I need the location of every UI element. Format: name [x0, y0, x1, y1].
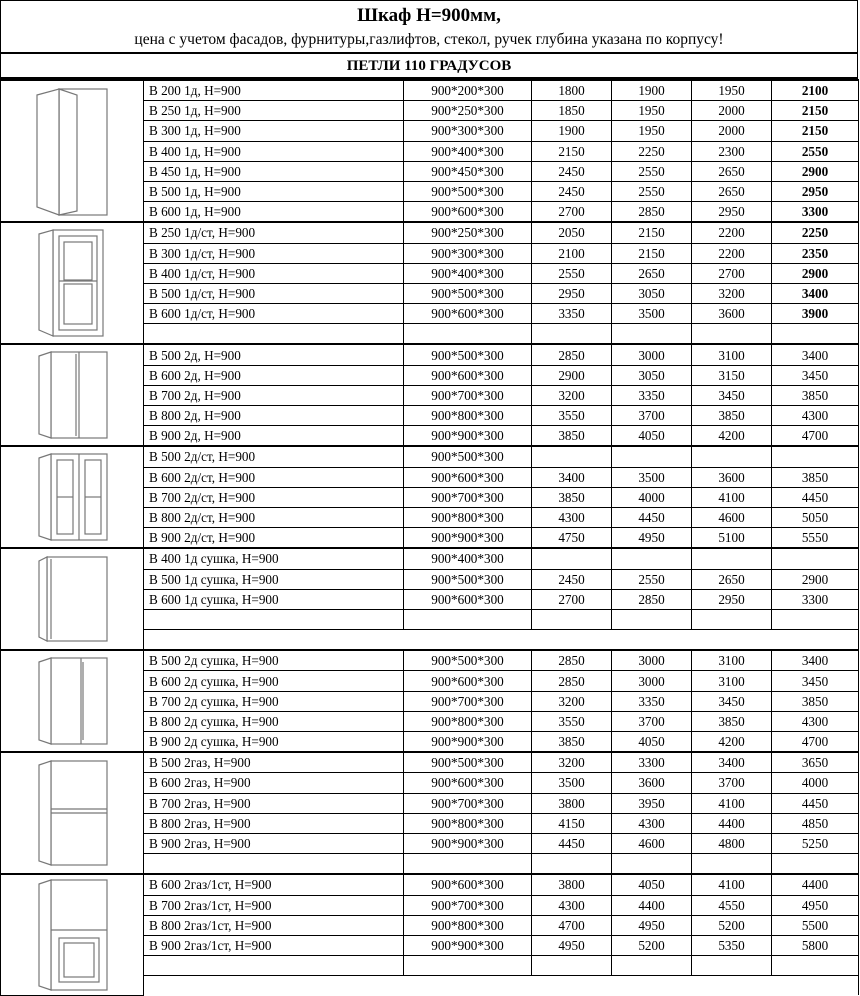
price-cell: 4050 — [612, 732, 692, 753]
price-cell: 2450 — [532, 161, 612, 181]
item-name-cell: В 450 1д, Н=900 — [144, 161, 404, 181]
price-cell: 3550 — [532, 711, 612, 731]
price-cell: 1850 — [532, 101, 612, 121]
cabinet-two-gaslift-glass-icon — [1, 874, 144, 995]
empty-cell — [404, 324, 532, 345]
cabinet-two-gaslift-icon — [1, 752, 144, 874]
price-cell — [692, 446, 772, 467]
size-cell: 900*250*300 — [404, 222, 532, 243]
price-cell: 4450 — [772, 793, 859, 813]
item-name-cell: В 700 2газ, Н=900 — [144, 793, 404, 813]
price-cell: 2900 — [532, 365, 612, 385]
price-cell: 1800 — [532, 80, 612, 101]
size-cell: 900*600*300 — [404, 365, 532, 385]
price-cell: 4200 — [692, 426, 772, 447]
item-name-cell: В 400 1д/ст, Н=900 — [144, 263, 404, 283]
empty-cell — [692, 324, 772, 345]
item-name-cell: В 600 2газ/1ст, Н=900 — [144, 874, 404, 895]
price-cell: 4750 — [532, 528, 612, 549]
page-title: Шкаф Н=900мм, — [357, 5, 501, 26]
size-cell: 900*800*300 — [404, 507, 532, 527]
price-cell: 2150 — [532, 141, 612, 161]
price-cell: 4300 — [532, 895, 612, 915]
size-cell: 900*450*300 — [404, 161, 532, 181]
size-cell: 900*250*300 — [404, 101, 532, 121]
price-cell: 2150 — [772, 121, 859, 141]
size-cell: 900*600*300 — [404, 589, 532, 609]
size-cell: 900*800*300 — [404, 406, 532, 426]
price-cell: 3300 — [772, 589, 859, 609]
price-cell: 4450 — [612, 507, 692, 527]
price-cell: 3850 — [772, 691, 859, 711]
empty-cell — [404, 956, 532, 976]
price-cell: 3400 — [772, 650, 859, 671]
price-cell: 4400 — [612, 895, 692, 915]
price-cell: 3300 — [772, 202, 859, 223]
empty-cell — [144, 854, 404, 875]
price-cell: 3450 — [692, 385, 772, 405]
price-cell: 4400 — [772, 874, 859, 895]
price-cell: 3100 — [692, 650, 772, 671]
price-cell: 2550 — [532, 263, 612, 283]
price-cell: 4100 — [692, 487, 772, 507]
price-cell: 3350 — [612, 691, 692, 711]
price-cell: 4000 — [612, 487, 692, 507]
empty-cell — [144, 630, 859, 651]
size-cell: 900*800*300 — [404, 813, 532, 833]
item-name-cell: В 800 2газ, Н=900 — [144, 813, 404, 833]
price-cell: 5050 — [772, 507, 859, 527]
price-cell: 2700 — [532, 589, 612, 609]
price-cell — [772, 446, 859, 467]
size-cell: 900*700*300 — [404, 895, 532, 915]
price-cell: 4800 — [692, 833, 772, 853]
price-cell: 5250 — [772, 833, 859, 853]
item-name-cell: В 900 2газ/1ст, Н=900 — [144, 935, 404, 955]
item-name-cell: В 900 2д/ст, Н=900 — [144, 528, 404, 549]
size-cell: 900*400*300 — [404, 548, 532, 569]
price-cell: 3000 — [612, 671, 692, 691]
page-subtitle: цена с учетом фасадов, фурнитуры,газлифтов, стекол, ручек глубина указана по корпусу! — [134, 31, 724, 48]
empty-cell — [532, 956, 612, 976]
price-cell: 3950 — [612, 793, 692, 813]
item-name-cell: В 600 1д сушка, Н=900 — [144, 589, 404, 609]
price-cell: 2650 — [692, 569, 772, 589]
item-name-cell: В 500 1д сушка, Н=900 — [144, 569, 404, 589]
empty-cell — [404, 609, 532, 629]
price-cell: 2150 — [772, 101, 859, 121]
price-cell — [692, 548, 772, 569]
item-name-cell: В 600 1д, Н=900 — [144, 202, 404, 223]
empty-cell — [144, 976, 859, 996]
price-cell: 4700 — [772, 426, 859, 447]
empty-cell — [532, 854, 612, 875]
price-cell: 3300 — [612, 752, 692, 773]
price-cell: 4450 — [772, 487, 859, 507]
price-cell: 4300 — [532, 507, 612, 527]
price-cell: 3850 — [532, 732, 612, 753]
price-cell: 2300 — [692, 141, 772, 161]
size-cell: 900*900*300 — [404, 528, 532, 549]
item-name-cell: В 400 1д сушка, Н=900 — [144, 548, 404, 569]
section-heading: ПЕТЛИ 110 ГРАДУСОВ — [0, 52, 858, 79]
price-cell: 2100 — [772, 80, 859, 101]
price-cell: 2350 — [772, 243, 859, 263]
item-name-cell: В 500 2газ, Н=900 — [144, 752, 404, 773]
empty-cell — [692, 956, 772, 976]
price-cell: 3850 — [692, 711, 772, 731]
size-cell: 900*500*300 — [404, 569, 532, 589]
price-cell — [532, 446, 612, 467]
price-cell: 3700 — [612, 711, 692, 731]
price-cell: 3700 — [612, 406, 692, 426]
cabinet-two-doors-dryer-icon — [1, 650, 144, 752]
price-cell: 4850 — [772, 813, 859, 833]
size-cell: 900*600*300 — [404, 467, 532, 487]
cabinet-one-glass-door-icon — [1, 222, 144, 344]
empty-cell — [532, 324, 612, 345]
empty-cell — [144, 956, 404, 976]
empty-cell — [404, 854, 532, 875]
item-name-cell: В 250 1д, Н=900 — [144, 101, 404, 121]
price-cell: 2050 — [532, 222, 612, 243]
price-cell: 3200 — [692, 283, 772, 303]
price-cell: 4950 — [612, 915, 692, 935]
item-name-cell: В 600 2газ, Н=900 — [144, 773, 404, 793]
empty-cell — [772, 324, 859, 345]
price-cell: 3600 — [692, 304, 772, 324]
price-cell: 2950 — [692, 202, 772, 223]
price-cell: 2650 — [692, 161, 772, 181]
price-cell: 2100 — [532, 243, 612, 263]
size-cell: 900*700*300 — [404, 487, 532, 507]
price-cell: 2450 — [532, 569, 612, 589]
price-cell: 3350 — [612, 385, 692, 405]
price-cell: 4100 — [692, 874, 772, 895]
item-name-cell: В 800 2д, Н=900 — [144, 406, 404, 426]
price-cell: 3350 — [532, 304, 612, 324]
price-cell: 4050 — [612, 426, 692, 447]
item-name-cell: В 300 1д, Н=900 — [144, 121, 404, 141]
price-cell: 3100 — [692, 671, 772, 691]
price-cell: 3850 — [532, 426, 612, 447]
price-cell: 2850 — [532, 344, 612, 365]
price-cell: 2850 — [532, 650, 612, 671]
size-cell: 900*400*300 — [404, 141, 532, 161]
price-cell: 3600 — [692, 467, 772, 487]
item-name-cell: В 800 2газ/1ст, Н=900 — [144, 915, 404, 935]
price-cell: 3450 — [692, 691, 772, 711]
item-name-cell: В 600 2д сушка, Н=900 — [144, 671, 404, 691]
size-cell: 900*700*300 — [404, 691, 532, 711]
price-table — [0, 79, 859, 996]
price-cell: 5550 — [772, 528, 859, 549]
price-cell: 2550 — [772, 141, 859, 161]
size-cell: 900*500*300 — [404, 344, 532, 365]
size-cell: 900*800*300 — [404, 711, 532, 731]
price-cell: 2200 — [692, 243, 772, 263]
price-cell: 2700 — [532, 202, 612, 223]
price-cell: 2450 — [532, 181, 612, 201]
price-cell: 5200 — [692, 915, 772, 935]
price-cell: 3150 — [692, 365, 772, 385]
price-cell: 5350 — [692, 935, 772, 955]
price-cell: 3500 — [612, 304, 692, 324]
table-row — [1, 446, 859, 467]
price-cell: 4300 — [772, 711, 859, 731]
price-cell: 1950 — [612, 101, 692, 121]
size-cell: 900*900*300 — [404, 732, 532, 753]
item-name-cell: В 500 2д, Н=900 — [144, 344, 404, 365]
empty-cell — [612, 609, 692, 629]
empty-cell — [612, 956, 692, 976]
price-cell: 4950 — [612, 528, 692, 549]
price-cell: 4000 — [772, 773, 859, 793]
price-cell: 2650 — [612, 263, 692, 283]
price-cell: 2000 — [692, 101, 772, 121]
table-row — [1, 874, 859, 895]
item-name-cell: В 700 2д, Н=900 — [144, 385, 404, 405]
price-cell: 4950 — [532, 935, 612, 955]
item-name-cell: В 500 1д, Н=900 — [144, 181, 404, 201]
table-row — [1, 650, 859, 671]
price-cell: 5500 — [772, 915, 859, 935]
price-cell: 4300 — [612, 813, 692, 833]
price-cell: 3500 — [612, 467, 692, 487]
price-cell: 2250 — [772, 222, 859, 243]
size-cell: 900*400*300 — [404, 263, 532, 283]
size-cell: 900*600*300 — [404, 671, 532, 691]
item-name-cell: В 400 1д, Н=900 — [144, 141, 404, 161]
price-cell: 4950 — [772, 895, 859, 915]
cabinet-two-glass-doors-icon — [1, 446, 144, 548]
price-cell: 3450 — [772, 671, 859, 691]
size-cell: 900*600*300 — [404, 304, 532, 324]
cabinet-one-door-dryer-icon — [1, 548, 144, 650]
item-name-cell: В 500 2д сушка, Н=900 — [144, 650, 404, 671]
price-cell: 3550 — [532, 406, 612, 426]
item-name-cell: В 700 2газ/1ст, Н=900 — [144, 895, 404, 915]
price-cell: 3000 — [612, 344, 692, 365]
cabinet-two-doors-icon — [1, 344, 144, 446]
table-row — [1, 548, 859, 569]
price-cell: 4200 — [692, 732, 772, 753]
price-cell: 3900 — [772, 304, 859, 324]
price-cell: 5200 — [612, 935, 692, 955]
price-cell: 3800 — [532, 793, 612, 813]
price-cell: 3450 — [772, 365, 859, 385]
size-cell: 900*900*300 — [404, 833, 532, 853]
price-cell: 4150 — [532, 813, 612, 833]
item-name-cell: В 800 2д сушка, Н=900 — [144, 711, 404, 731]
size-cell: 900*500*300 — [404, 181, 532, 201]
price-cell: 2550 — [612, 161, 692, 181]
empty-cell — [144, 324, 404, 345]
price-cell: 1950 — [692, 80, 772, 101]
size-cell: 900*700*300 — [404, 793, 532, 813]
price-cell: 4550 — [692, 895, 772, 915]
price-cell: 4600 — [692, 507, 772, 527]
item-name-cell: В 900 2газ, Н=900 — [144, 833, 404, 853]
empty-cell — [692, 609, 772, 629]
size-cell: 900*300*300 — [404, 243, 532, 263]
price-cell: 1900 — [532, 121, 612, 141]
price-cell: 3850 — [692, 406, 772, 426]
item-name-cell: В 700 2д/ст, Н=900 — [144, 487, 404, 507]
price-cell: 2900 — [772, 263, 859, 283]
size-cell: 900*200*300 — [404, 80, 532, 101]
price-cell: 2900 — [772, 569, 859, 589]
price-cell: 2150 — [612, 243, 692, 263]
price-cell: 3100 — [692, 344, 772, 365]
price-cell: 2950 — [772, 181, 859, 201]
item-name-cell: В 300 1д/ст, Н=900 — [144, 243, 404, 263]
price-cell: 4100 — [692, 793, 772, 813]
price-cell: 2900 — [772, 161, 859, 181]
price-cell: 3800 — [532, 874, 612, 895]
price-cell: 2850 — [612, 589, 692, 609]
price-cell: 3050 — [612, 283, 692, 303]
empty-cell — [772, 609, 859, 629]
size-cell: 900*500*300 — [404, 283, 532, 303]
price-cell: 3400 — [772, 344, 859, 365]
size-cell: 900*900*300 — [404, 426, 532, 447]
empty-cell — [612, 324, 692, 345]
size-cell: 900*700*300 — [404, 385, 532, 405]
size-cell: 900*600*300 — [404, 202, 532, 223]
price-cell: 4700 — [772, 732, 859, 753]
price-cell: 3850 — [772, 467, 859, 487]
empty-cell — [532, 609, 612, 629]
item-name-cell: В 500 1д/ст, Н=900 — [144, 283, 404, 303]
size-cell: 900*500*300 — [404, 446, 532, 467]
price-cell: 3850 — [772, 385, 859, 405]
price-cell: 4600 — [612, 833, 692, 853]
price-cell: 4300 — [772, 406, 859, 426]
price-cell: 3600 — [612, 773, 692, 793]
title-block — [0, 0, 858, 52]
item-name-cell: В 600 2д/ст, Н=900 — [144, 467, 404, 487]
price-cell — [772, 548, 859, 569]
price-cell: 2000 — [692, 121, 772, 141]
price-cell: 2550 — [612, 569, 692, 589]
empty-cell — [692, 854, 772, 875]
item-name-cell: В 700 2д сушка, Н=900 — [144, 691, 404, 711]
price-cell: 2200 — [692, 222, 772, 243]
price-cell: 3400 — [692, 752, 772, 773]
size-cell: 900*800*300 — [404, 915, 532, 935]
table-row — [1, 80, 859, 101]
price-cell: 3650 — [772, 752, 859, 773]
price-cell: 2550 — [612, 181, 692, 201]
item-name-cell: В 800 2д/ст, Н=900 — [144, 507, 404, 527]
price-cell: 3050 — [612, 365, 692, 385]
empty-cell — [144, 609, 404, 629]
table-row — [1, 222, 859, 243]
price-cell: 3500 — [532, 773, 612, 793]
price-cell: 3200 — [532, 691, 612, 711]
price-cell: 5100 — [692, 528, 772, 549]
price-cell: 3200 — [532, 385, 612, 405]
price-cell: 2150 — [612, 222, 692, 243]
size-cell: 900*600*300 — [404, 773, 532, 793]
empty-cell — [772, 854, 859, 875]
price-cell — [612, 548, 692, 569]
size-cell: 900*500*300 — [404, 752, 532, 773]
price-cell: 2950 — [692, 589, 772, 609]
price-cell: 2850 — [612, 202, 692, 223]
price-cell: 3850 — [532, 487, 612, 507]
price-cell: 4700 — [532, 915, 612, 935]
item-name-cell: В 600 1д/ст, Н=900 — [144, 304, 404, 324]
price-cell: 3400 — [532, 467, 612, 487]
price-cell: 4050 — [612, 874, 692, 895]
price-cell: 2250 — [612, 141, 692, 161]
size-cell: 900*300*300 — [404, 121, 532, 141]
price-cell: 4450 — [532, 833, 612, 853]
size-cell: 900*600*300 — [404, 874, 532, 895]
item-name-cell: В 250 1д/ст, Н=900 — [144, 222, 404, 243]
price-cell: 1900 — [612, 80, 692, 101]
price-cell: 3200 — [532, 752, 612, 773]
cabinet-one-door-icon — [1, 80, 144, 222]
price-cell: 3700 — [692, 773, 772, 793]
price-cell: 5800 — [772, 935, 859, 955]
item-name-cell: В 900 2д, Н=900 — [144, 426, 404, 447]
price-cell — [612, 446, 692, 467]
size-cell: 900*900*300 — [404, 935, 532, 955]
empty-cell — [772, 956, 859, 976]
price-cell — [532, 548, 612, 569]
price-cell: 3000 — [612, 650, 692, 671]
price-cell: 4400 — [692, 813, 772, 833]
price-cell: 2850 — [532, 671, 612, 691]
item-name-cell: В 600 2д, Н=900 — [144, 365, 404, 385]
price-cell: 1950 — [612, 121, 692, 141]
price-cell: 3400 — [772, 283, 859, 303]
table-row — [1, 344, 859, 365]
size-cell: 900*500*300 — [404, 650, 532, 671]
table-row — [1, 752, 859, 773]
price-cell: 2700 — [692, 263, 772, 283]
item-name-cell: В 500 2д/ст, Н=900 — [144, 446, 404, 467]
empty-cell — [612, 854, 692, 875]
item-name-cell: В 200 1д, Н=900 — [144, 80, 404, 101]
price-cell: 2650 — [692, 181, 772, 201]
price-cell: 2950 — [532, 283, 612, 303]
item-name-cell: В 900 2д сушка, Н=900 — [144, 732, 404, 753]
